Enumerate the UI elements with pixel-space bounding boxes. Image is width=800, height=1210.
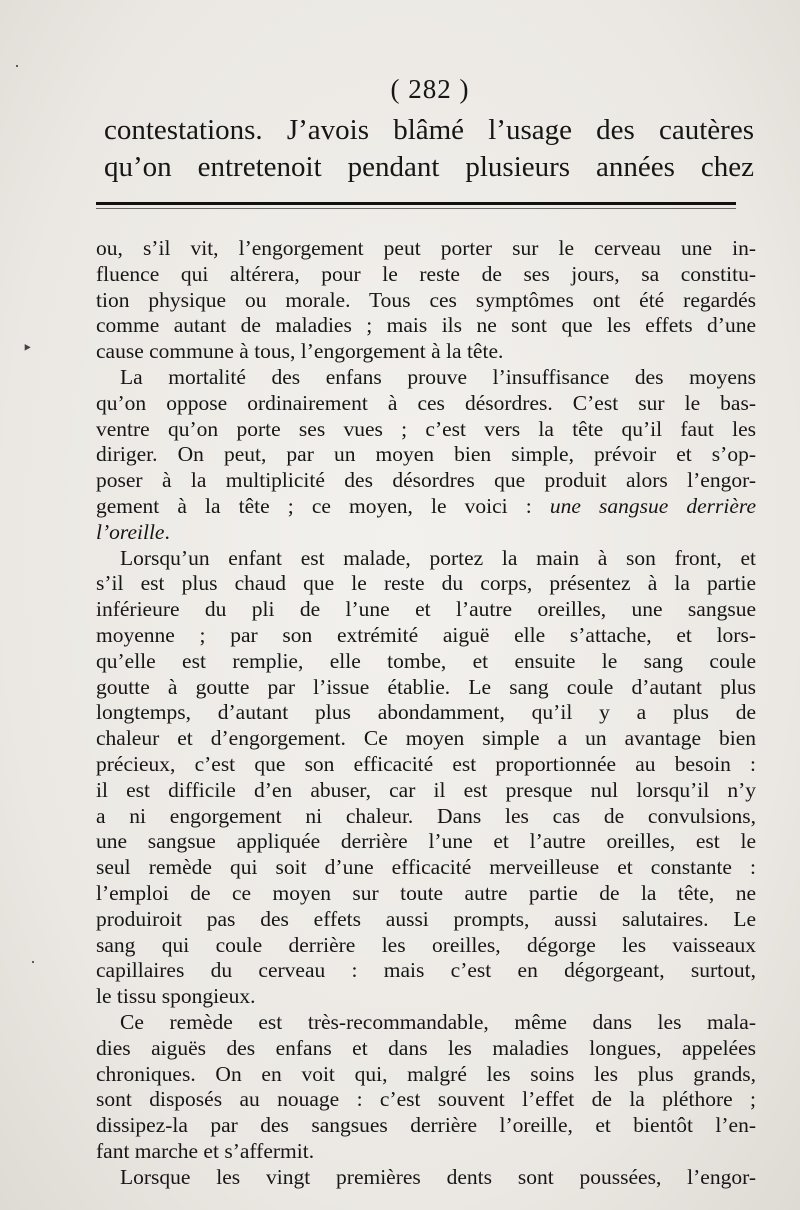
section-divider: [96, 202, 736, 205]
text-line: une sangsue appliquée derrière l’une et l’autre oreilles, est le: [96, 829, 756, 854]
text-line: dissipez-la par des sangsues derrière l’oreille, et bientôt l’en-: [96, 1113, 756, 1138]
text-line: a ni engorgement ni chaleur. Dans les cas de convulsions,: [96, 803, 756, 828]
text-line: le tissu spongieux.: [96, 984, 256, 1009]
text-line: fluence qui altérera, pour le reste de ses jours, sa constitu-: [96, 261, 756, 286]
text-line: il est difficile d’en abuser, car il est presque nul lorsqu’il n’y: [96, 777, 756, 802]
text-line: tion physique ou morale. Tous ces symptômes ont été regardés: [96, 287, 756, 312]
text-line: Lorsque les vingt premières dents sont poussées, l’engor-: [120, 1164, 756, 1189]
text-line: cause commune à tous, l’engorgement à la tête.: [96, 339, 504, 364]
margin-mark-icon: ·: [14, 56, 20, 76]
text-line: Lorsqu’un enfant est malade, portez la main à son front, et: [120, 545, 756, 570]
text-line: longtemps, d’autant plus abondamment, qu’il y a plus de: [96, 700, 756, 725]
text-line: Ce remède est très-recommandable, même dans les mala-: [120, 1009, 756, 1034]
text-line: l’emploi de ce moyen sur toute autre partie de la tête, ne: [96, 880, 756, 905]
text-line: seul remède qui soit d’une efficacité merveilleuse et constante :: [96, 855, 756, 880]
text-line: [96, 520, 756, 546]
text-line: comme autant de maladies ; mais ils ne sont que les effets d’une: [96, 313, 756, 338]
text-line: chroniques. On en voit qui, malgré les soins les plus grands,: [96, 1061, 756, 1086]
heading-line: contestations. J’avois blâmé l’usage des cautères: [104, 114, 754, 146]
text-line: ou, s’il vit, l’engorgement peut porter sur le cerveau une in-: [96, 236, 756, 260]
text-line: inférieure du pli de l’une et l’autre oreilles, une sangsue: [96, 597, 756, 622]
text-line: chaleur et d’engorgement. Ce moyen simple a un avantage bien: [96, 726, 756, 751]
text-line: goutte à goutte par l’issue établie. Le sang coule d’autant plus: [96, 674, 756, 699]
text-line: précieux, c’est que son efficacité est proportionnée au besoin :: [96, 751, 756, 776]
heading-line: qu’on entretenoit pendant plusieurs années chez: [104, 151, 754, 183]
margin-mark-icon: ‣: [22, 338, 33, 358]
text-line: sont disposés au nouage : c’est souvent l’effet de la pléthore ;: [96, 1087, 756, 1112]
italic-phrase: une sangsue derrière: [549, 493, 756, 518]
text-line: qu’on oppose ordinairement à ces désordres. C’est sur le bas-: [96, 390, 756, 415]
text-line: diriger. On peut, par un moyen bien simple, prévoir et s’op-: [96, 442, 756, 467]
text-line: [96, 494, 756, 520]
text-line: La mortalité des enfans prouve l’insuffisance des moyens: [120, 364, 756, 389]
text-segment: gement à la tête ; ce moyen, le voici :: [96, 493, 550, 518]
running-heading: [104, 112, 754, 186]
margin-mark-icon: ·: [30, 952, 36, 972]
text-line: sang qui coule derrière les oreilles, dégorge les vaisseaux: [96, 932, 756, 957]
text-line: ventre qu’on porte ses vues ; c’est vers la tête qu’il faut les: [96, 416, 756, 441]
text-line: moyenne ; par son extrémité aiguë elle s’attache, et lors-: [96, 622, 756, 647]
text-segment: .: [164, 519, 170, 544]
text-line: poser à la multiplicité des désordres que produit alors l’engor-: [96, 468, 756, 493]
text-line: produiroit pas des effets aussi prompts, aussi salutaires. Le: [96, 906, 756, 931]
text-line: dies aiguës des enfans et dans les maladies longues, appelées: [96, 1035, 756, 1060]
text-line: s’il est plus chaud que le reste du corps, présentez à la partie: [96, 571, 756, 596]
text-line: qu’elle est remplie, elle tombe, et ensuite le sang coule: [96, 648, 756, 673]
text-line: fant marche et s’affermit.: [96, 1138, 315, 1163]
text-line: capillaires du cerveau : mais c’est en dégorgeant, surtout,: [96, 958, 756, 983]
page-number: ( 282 ): [390, 74, 470, 104]
italic-phrase: l’oreille: [96, 519, 165, 544]
body-text: [96, 236, 756, 1190]
